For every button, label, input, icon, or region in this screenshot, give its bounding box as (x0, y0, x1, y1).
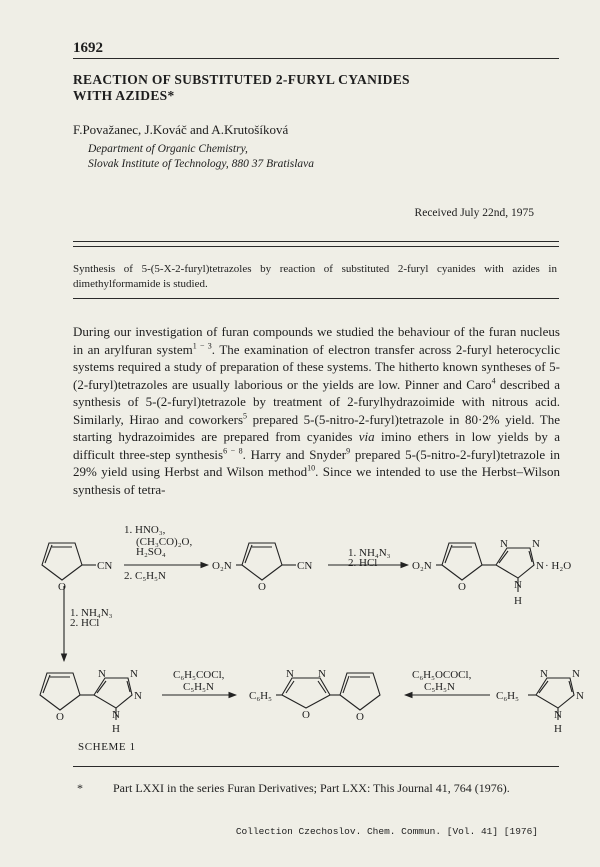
received-date: Received July 22nd, 1975 (414, 207, 534, 219)
footnote-rule (73, 766, 559, 767)
atom-cn: CN (97, 560, 113, 572)
atom-o2n: O₂N (212, 560, 232, 572)
ref-6-8: 6 − 8 (223, 446, 243, 456)
page-number: 1692 (73, 40, 103, 56)
atom-n: N (572, 668, 580, 680)
authors: F.Považanec, J.Kováč and A.Krutošíková (73, 122, 289, 137)
ref-1-3: 1 − 3 (192, 341, 212, 351)
atom-o: O (458, 581, 466, 593)
atom-n: N (540, 668, 548, 680)
abstract-bottom-rule (73, 298, 559, 299)
atom-n: N (500, 538, 508, 550)
atom-c6h5: C₆H₅ (496, 690, 519, 702)
atom-n: N (318, 668, 326, 680)
affiliation-line-2: Slovak Institute of Technology, 880 37 Bratislava (88, 157, 315, 170)
scheme-label: SCHEME 1 (78, 741, 136, 753)
cond-1-line-3: H₂SO₄ (136, 546, 166, 558)
ref-5: 5 (243, 411, 248, 421)
cond-3-line-1: 1. NH₄N₃ (70, 607, 113, 619)
cond-2-line-1: 1. NH₄N₃ (348, 547, 391, 559)
atom-o: O (58, 581, 66, 593)
atom-h: H (112, 723, 120, 735)
atom-n: N (532, 538, 540, 550)
atom-n: N (514, 579, 522, 591)
cond-1-line-1: 1. HNO₃, (124, 524, 166, 536)
abstract-top-rule (73, 241, 559, 242)
cond-2-line-2: 2. HCl (348, 557, 378, 569)
atom-o: O (302, 709, 310, 721)
phenyl-tetrazole (528, 678, 574, 720)
atom-n: N (130, 668, 138, 680)
abstract-top-rule-2 (73, 246, 559, 247)
header-rule (73, 58, 559, 59)
ref-4: 4 (491, 376, 496, 386)
atom-n: N (576, 690, 584, 702)
atom-n: N (286, 668, 294, 680)
atom-h: H (514, 595, 522, 607)
atom-h: H (554, 723, 562, 735)
furan-ring-2 (236, 543, 296, 580)
atom-o: O (56, 711, 64, 723)
cond-4-line-1: C₆H₅COCl, (173, 669, 225, 681)
cond-4-line-2: C₅H₅N (183, 681, 214, 693)
atom-o: O (258, 581, 266, 593)
reaction-scheme (0, 518, 600, 738)
body-paragraph: During our investigation of furan compounds we studied the behaviour of the furan nucleus in an arylfuran system$^{1 - 3}$. The examination of electron transfer across 2-furyl heterocyclic systems required a study of preparation of these systems. The hitherto known syntheses of 5-(2-furyl)tetrazoles are usually laborious or the yields are low. Pinner and Caro$^4$ described a synthesis of 5-(2-furyl)tetrazole by treatment of 2-furylhydrazoimide with nitrous acid. Similarly, Hirao and coworkers$^5$ prepared 5-(5-nitro-2-furyl)tetrazole in 80·2% yield. The starting hydrazoimides are prepared from cyanides via imino ethers in low yields by a difficult three-step synthesis$^{6 - 8}$. Harry and Snyder$^9$ prepared 5-(5-nitro-2-furyl)tetrazole in 29% yield using Herbst and Wilson method$^{10}$. Since we intended to use the Herbst–Wilson synthesis of tetra- (73, 324, 561, 497)
article-title (73, 72, 410, 104)
atom-n: N (134, 690, 142, 702)
hydrate: · H₂O (545, 560, 572, 572)
atom-n: N (98, 668, 106, 680)
journal-footer: Collection Czechoslov. Chem. Commun. [Vol. 41] [1976] (235, 826, 538, 837)
affiliation (88, 142, 314, 171)
atom-cn: CN (297, 560, 313, 572)
atom-o: O (356, 711, 364, 723)
cond-5-line-1: C₆H₅OCOCl, (412, 669, 472, 681)
title-line-1: REACTION OF SUBSTITUTED 2-FURYL CYANIDES (73, 72, 410, 87)
furan-ring-1 (42, 543, 96, 580)
affiliation-line-1: Department of Organic Chemistry, (88, 143, 248, 155)
atom-n: N (536, 560, 544, 572)
footnote: Part LXXI in the series Furan Derivatives; Part LXX: This Journal 41, 764 (1976). (113, 781, 510, 795)
footnote-marker: * (77, 781, 83, 795)
atom-c6h5: C₆H₅ (249, 690, 272, 702)
cond-3-line-2: 2. HCl (70, 617, 100, 629)
cond-5-line-2: C₅H₅N (424, 681, 455, 693)
abstract: Synthesis of 5-(5-X-2-furyl)tetrazoles by reaction of substituted 2-furyl cyanides with azides in dimethylformamide is studied. (73, 263, 557, 290)
cond-1-line-4: 2. C₅H₅N (124, 570, 166, 582)
ref-10: 10 (307, 463, 316, 473)
atom-n: N (554, 709, 562, 721)
title-line-2: WITH AZIDES* (73, 88, 175, 103)
ref-9: 9 (346, 446, 351, 456)
cond-1-line-2: (CH₃CO)₂O, (136, 536, 193, 548)
atom-n: N (112, 709, 120, 721)
atom-o2n: O₂N (412, 560, 432, 572)
